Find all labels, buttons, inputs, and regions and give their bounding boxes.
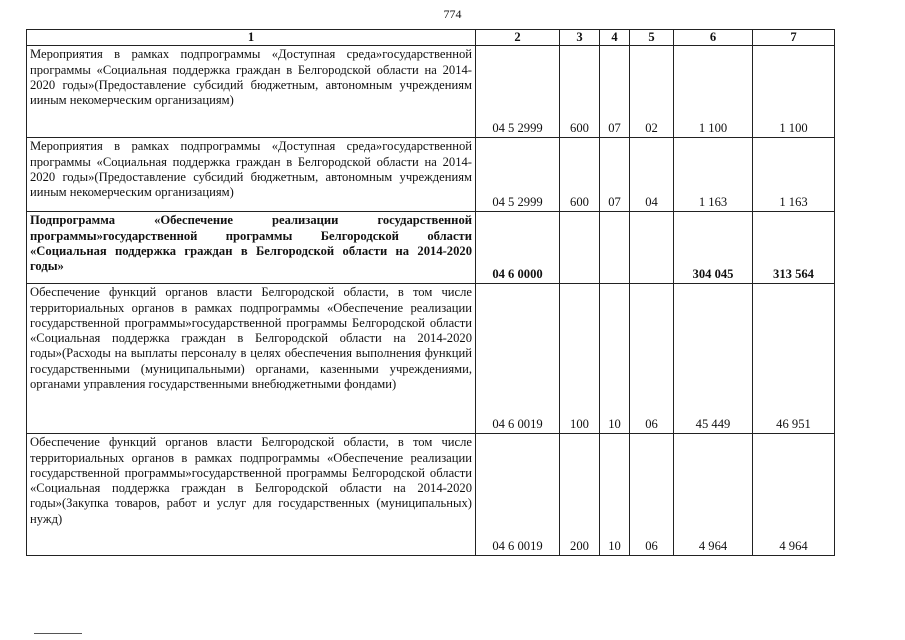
table-row [27, 138, 835, 212]
row-subsection: 04 [630, 138, 674, 212]
table-row [27, 46, 835, 138]
header-col-6: 6 [674, 30, 753, 46]
header-col-5: 5 [630, 30, 674, 46]
row-subsection: 06 [630, 284, 674, 434]
row-amount-1: 1 163 [674, 138, 753, 212]
header-col-1: 1 [27, 30, 476, 46]
row-description: Обеспечение функций органов власти Белгородской области, в том числе территориальных органов в рамках подпрограммы «Обеспечение реализации государственной программы»государственной программы Белгородской области «Социальная поддержка граждан в Белгородской области на 2014-2020 годы»(Расходы на выплаты персоналу в целях обеспечения выполнения функций государственными (муниципальными) органами, казенными учреждениями, органами управления государственными внебюджетными фондами) [27, 284, 476, 434]
table-row [27, 434, 835, 556]
row-target-code: 04 5 2999 [476, 138, 560, 212]
row-amount-1: 304 045 [674, 212, 753, 284]
header-col-7: 7 [753, 30, 835, 46]
row-amount-2: 1 163 [753, 138, 835, 212]
page-number: 774 [443, 7, 462, 21]
header-col-3: 3 [560, 30, 600, 46]
row-expense-type: 200 [560, 434, 600, 556]
row-section: 10 [600, 284, 630, 434]
row-target-code: 04 6 0000 [476, 212, 560, 284]
row-description: Обеспечение функций органов власти Белгородской области, в том числе территориальных органов в рамках подпрограммы «Обеспечение реализации государственной программы»государственной программы Белгородской области «Социальная поддержка граждан в Белгородской области на 2014-2020 годы»(Закупка товаров, работ и услуг для государственных (муниципальных) нужд) [27, 434, 476, 556]
row-subsection: 02 [630, 46, 674, 138]
header-row [27, 30, 835, 46]
row-description: Подпрограмма «Обеспечение реализации государственной программы»государственной программы Белгородской области «Социальная поддержка граждан в Белгородской области на 2014-2020 годы» [27, 212, 476, 284]
row-expense-type: 600 [560, 138, 600, 212]
header-col-2: 2 [476, 30, 560, 46]
table-row [27, 284, 835, 434]
row-target-code: 04 5 2999 [476, 46, 560, 138]
row-amount-1: 4 964 [674, 434, 753, 556]
row-description: Мероприятия в рамках подпрограммы «Доступная среда»государственной программы «Социальная поддержка граждан в Белгородской области на 2014-2020 годы»(Предоставление субсидий бюджетным, автономным учреждениям ииным некомерческим организациям) [27, 46, 476, 138]
row-subsection [630, 212, 674, 284]
row-description: Мероприятия в рамках подпрограммы «Доступная среда»государственной программы «Социальная поддержка граждан в Белгородской области на 2014-2020 годы»(Предоставление субсидий бюджетным, автономным учреждениям ииным некомерческим организациям) [27, 138, 476, 212]
row-target-code: 04 6 0019 [476, 434, 560, 556]
table-row-subprogram [27, 212, 835, 284]
row-subsection: 06 [630, 434, 674, 556]
row-section: 07 [600, 46, 630, 138]
scan-artifact-line [34, 633, 82, 634]
row-amount-1: 1 100 [674, 46, 753, 138]
row-amount-2: 46 951 [753, 284, 835, 434]
row-amount-2: 1 100 [753, 46, 835, 138]
row-amount-2: 4 964 [753, 434, 835, 556]
row-target-code: 04 6 0019 [476, 284, 560, 434]
header-col-4: 4 [600, 30, 630, 46]
row-section: 07 [600, 138, 630, 212]
row-expense-type [560, 212, 600, 284]
row-expense-type: 600 [560, 46, 600, 138]
row-amount-1: 45 449 [674, 284, 753, 434]
budget-table [26, 29, 835, 556]
row-amount-2: 313 564 [753, 212, 835, 284]
row-section [600, 212, 630, 284]
row-section: 10 [600, 434, 630, 556]
row-expense-type: 100 [560, 284, 600, 434]
